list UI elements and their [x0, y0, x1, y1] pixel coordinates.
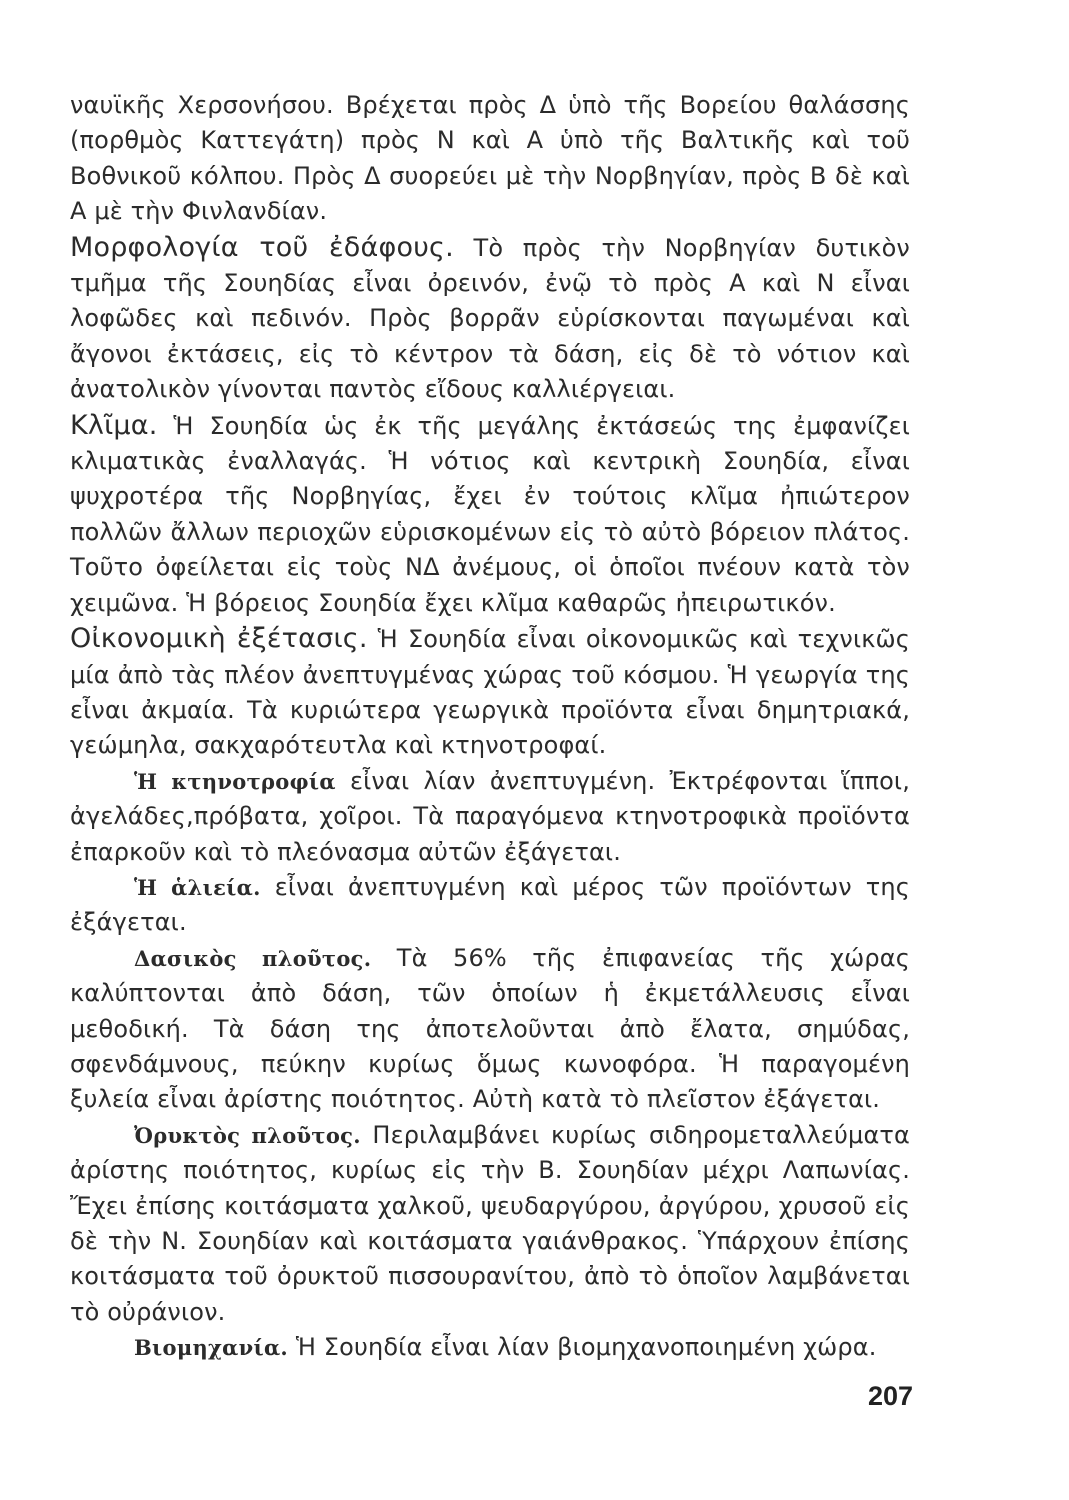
section-heading-livestock: Ἡ κτηνοτροφία [134, 768, 336, 794]
section-heading-forestry: Δασικὸς πλοῦτος. [134, 945, 372, 971]
paragraph-text: Τὰ 56% τῆς ἐπιφανείας τῆς χώρας καλύπτονται ἀπὸ δάση, τῶν ὁποίων ἡ ἐκμετάλλευσις εἶναι μεθοδική. Τὰ δάση της ἀποτελοῦνται ἀπὸ ἔλατα, σημύδας, σφενδάμνους, πεύκην κυρίως ὅμως κωνοφόρα. Ἡ παραγομένη ξυλεία εἶναι ἀρίστης ποιότητος. Αὐτὴ κατὰ τὸ πλεῖστον ἐξάγεται. [70, 943, 911, 1114]
paragraph-text: Ἡ Σουηδία εἶναι λίαν βιομηχανοποιημένη χώρα. [288, 1333, 877, 1362]
paragraph-fishing [70, 870, 910, 941]
paragraph-minerals [70, 1118, 910, 1330]
paragraph-livestock [70, 764, 910, 870]
section-heading-industry: Βιομηχανία. [134, 1335, 289, 1361]
paragraph-text: Ἡ Σουηδία ὡς ἐκ τῆς μεγάλης ἐκτάσεώς της ἐμφανίζει κλιματικὰς ἐναλλαγάς. Ἡ νότιος καὶ κεντρικὴ Σουηδία, εἶναι ψυχροτέρα τῆς Νορβηγίας, ἔχει ἐν τούτοις κλῖμα ἠπιώτερον πολλῶν ἄλλων περιοχῶν εὑρισκομένων εἰς τὸ αὐτὸ βόρειον πλάτος. Τοῦτο ὀφείλεται εἰς τοὺς ΝΔ ἀνέμους, οἱ ὁποῖοι πνέουν κατὰ τὸν χειμῶνα. Ἡ βόρειος Σουηδία ἔχει κλῖμα καθαρῶς ἠπειρωτικόν. [70, 411, 910, 617]
paragraph-text: εἶναι ἀνεπτυγμένη καὶ μέρος τῶν προϊόντων της ἐξάγεται. [70, 872, 910, 937]
paragraph-intro [70, 88, 910, 230]
paragraph-text: ναυϊκῆς Χερσονήσου. Βρέχεται πρὸς Δ ὑπὸ τῆς Βορείου θαλάσσης (πορθμὸς Καττεγάτη) πρὸς Ν καὶ Α ὑπὸ τῆς Βαλτικῆς καὶ τοῦ Βοθνικοῦ κόλπου. Πρὸς Δ συορεύει μὲ τὴν Νορβηγίαν, πρὸς Β δὲ καὶ Α μὲ τὴν Φινλανδίαν. [70, 91, 910, 226]
section-heading-fishing: Ἡ ἁλιεία. [134, 874, 261, 900]
page-body [70, 88, 910, 1366]
section-heading-morphology: Μορφολογία τοῦ ἐδάφους. [70, 231, 454, 263]
paragraph-text: Περιλαμβάνει κυρίως σιδηρομεταλλεύματα ἀρίστης ποιότητος, κυρίως εἰς τὴν Β. Σουηδίαν μέχρι Λαπωνίας. Ἔχει ἐπίσης κοιτάσματα χαλκοῦ, ψευδαργύρου, ἀργύρου, χρυσοῦ εἰς δὲ τὴν Ν. Σουηδίαν καὶ κοιτάσματα γαιάνθρακος. Ὑπάρχουν ἐπίσης κοιτάσματα τοῦ ὀρυκτοῦ πισσουρανίτου, ἀπὸ τὸ ὁποῖον λαμβάνεται τὸ οὐράνιον. [70, 1120, 910, 1326]
section-heading-minerals: Ὀρυκτὸς πλοῦτος. [134, 1122, 361, 1148]
section-heading-economy: Οἰκονομικὴ ἐξέτασις. [70, 623, 368, 655]
paragraph-forestry [70, 941, 910, 1118]
paragraph-text: Τὸ πρὸς τὴν Νορβηγίαν δυτικὸν τμῆμα τῆς Σουηδίας εἶναι ὀρεινόν, ἐνῷ τὸ πρὸς Α καὶ Ν εἶναι λοφῶδες καὶ πεδινόν. Πρὸς βορρᾶν εὑρίσκονται παγωμέναι καὶ ἄγονοι ἐκτάσεις, εἰς τὸ κέντρον τὰ δάση, εἰς δὲ τὸ νότιον καὶ ἀνατολικὸν γίνονται παντὸς εἴδους καλλιέργειαι. [70, 233, 910, 404]
page-number: 207 [867, 1381, 913, 1411]
paragraph-text: Ἡ Σουηδία εἶναι οἰκονομικῶς καὶ τεχνικῶς μία ἀπὸ τὰς πλέον ἀνεπτυγμένας χώρας τοῦ κόσμου. Ἡ γεωργία της εἶναι ἀκμαία. Τὰ κυριώτερα γεωργικὰ προϊόντα εἶναι δημητριακά, γεώμηλα, σακχαρότευτλα καὶ κτηνοτροφαί. [70, 625, 910, 760]
paragraph-morphology [70, 230, 910, 408]
paragraph-economy [70, 621, 910, 764]
paragraph-climate [70, 408, 910, 621]
paragraph-industry [70, 1330, 910, 1365]
section-heading-climate: Κλῖμα. [70, 409, 158, 441]
paragraph-text: εἶναι λίαν ἀνεπτυγμένη. Ἐκτρέφονται ἵπποι, ἀγελάδες,πρόβατα, χοῖροι. Τὰ παραγόμενα κτηνοτροφικὰ προϊόντα ἐπαρκοῦν καὶ τὸ πλεόνασμα αὐτῶν ἐξάγεται. [70, 766, 910, 866]
